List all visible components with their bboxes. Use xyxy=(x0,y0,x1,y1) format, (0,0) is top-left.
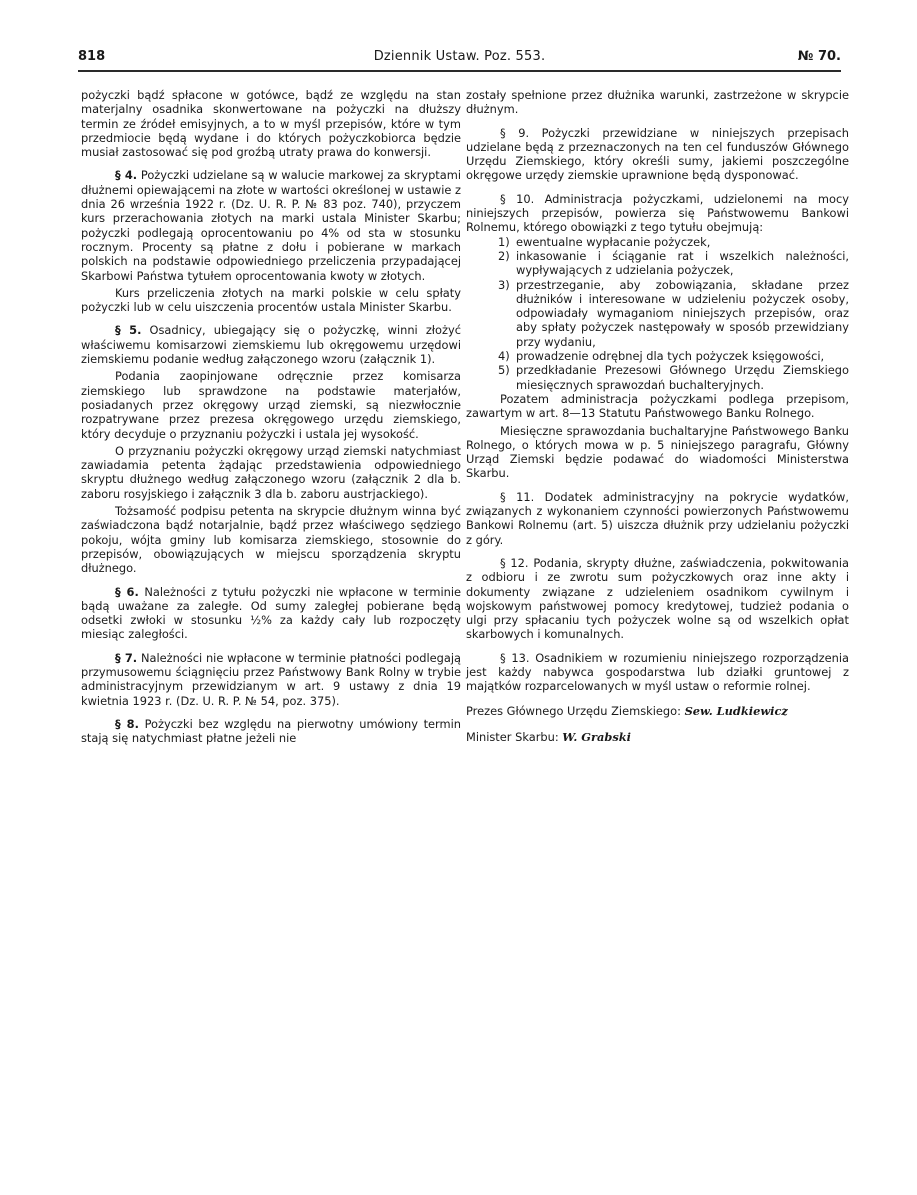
section-mark: § 12. xyxy=(500,555,529,570)
section-mark: § 4. xyxy=(115,168,138,183)
journal-title: Dziennik Ustaw. Poz. 553. xyxy=(373,49,546,64)
section-5-paragraph-2: Podania zaopinjowane odręcznie przez komisarza ziemskiego lub sprawdzone na podstawie materjałów, posiadanych przez okręgowy urząd ziemski, są niezwłocznie rozpatrywane przez prezesa okręgowego urzędu ziemskiego, który decyduje o przyznaniu pożyczki i ustala jej wysokość. xyxy=(81,369,461,441)
section-5-paragraph-4: Tożsamość podpisu petenta na skrypcie dłużnym winna być zaświadczona bądź notarjalnie, bądź przez właściwego sędziego pokoju, wójta gminy lub komisarza ziemskiego, stosownie do przepisów, obowiązujących w miejscu sporządzenia skryptu dłużnego. xyxy=(81,504,461,576)
section-5-paragraph-3: O przyznaniu pożyczki okręgowy urząd ziemski natychmiast zawiadamia petenta żądając przedstawienia odpowiedniego skryptu dłużnego według załączonego wzoru (załącznik 2 dla b. zaboru rosyjskiego i załącznik 3 dla b. zaboru austrjackiego). xyxy=(81,443,461,501)
section-mark: § 6. xyxy=(115,584,139,599)
left-column xyxy=(81,88,461,745)
section-mark: § 5. xyxy=(115,323,142,338)
list-item: 3) przestrzeganie, aby zobowiązania, składane przez dłużników i interesowane w udzieleniu pożyczek osoby, odpowiadały wymaganiom niniejszych przepisów, oraz aby spłaty pożyczek następowały w sposób przewidziany przy wydaniu, xyxy=(498,277,849,349)
continued-paragraph: pożyczki bądź spłacone w gotówce, bądź ze względu na stan materjalny osadnika skonwertowane na pożyczki na dłuższy termin ze źródeł emisyjnych, a to w myśl przepisów, które w tym przedmiocie będą wydane i do których pożyczkobiorca będzie musiał zastosować się pod groźbą utraty prawa do konwersji. xyxy=(81,88,461,160)
section-mark: § 13. xyxy=(500,650,530,665)
section-5: § 5. Osadnicy, ubiegający się o pożyczkę, winni złożyć właściwemu komisarzowi ziemskiemu lub okręgowemu urzędowi ziemskiemu podanie według załączonego wzoru (załącznik 1). xyxy=(81,323,461,367)
signature-minister: Minister Skarbu: W. Grabski xyxy=(466,729,631,744)
section-10-paragraph-2: Pozatem administracja pożyczkami podlega przepisom, zawartym w art. 8—13 Statutu Państwowego Banku Rolnego. xyxy=(466,391,849,421)
list-item: 1) ewentualne wypłacanie pożyczek, xyxy=(498,234,711,249)
continued-paragraph: zostały spełnione przez dłużnika warunki, zastrzeżone w skrypcie dłużnym. xyxy=(466,88,849,117)
section-mark: § 11. xyxy=(500,489,535,504)
section-7: § 7. Należności nie wpłacone w terminie płatności podlegają przymusowemu ściągnięciu przez Państwowy Bank Rolny w trybie administracyjnym przewidzianym w art. 9 ustawy z dnia 19 kwietnia 1923 r. (Dz. U. R. P. № 54, poz. 375). xyxy=(81,650,461,708)
header-rule xyxy=(78,70,841,72)
section-mark: § 10. xyxy=(500,191,535,206)
signature-name: W. Grabski xyxy=(562,729,631,744)
section-mark: § 9. xyxy=(500,125,530,140)
section-11: § 11. Dodatek administracyjny na pokrycie wydatków, związanych z wykonaniem czynności powierzonych Państwowemu Bankowi Rolnemu (art. 5) uiszcza dłużnik przy udzielaniu pożyczki z góry. xyxy=(466,489,849,547)
page-number: 818 xyxy=(78,49,106,64)
section-mark: § 7. xyxy=(115,650,138,665)
section-6: § 6. Należności z tytułu pożyczki nie wpłacone w terminie bądą uważane za zaległe. Od sumy zaległej pobierane będą odsetki zwłoki w stosunku ½% za każdy cały lub rozpoczęty miesiąc zaległości. xyxy=(81,584,462,642)
section-10: § 10. Administracja pożyczkami, udzielonemi na mocy niniejszych przepisów, powierza się Państwowemu Bankowi Rolnemu, którego obowiązki z tego tytułu obejmują: xyxy=(466,191,849,235)
right-column xyxy=(466,88,849,744)
list-item: 4) prowadzenie odrębnej dla tych pożyczek księgowości, xyxy=(498,349,825,364)
section-12: § 12. Podania, skrypty dłużne, zaświadczenia, pokwitowania z odbioru i ze zwrotu sum pożyczkowych oraz inne akty i dokumenty związane z udzieleniem osadnikom cywilnym i wojskowym państwowej pomocy kredytowej, tudzież podania o ulgi przy spłacaniu tych pożyczek wolne są od wszelkich opłat skarbowych i komunalnych. xyxy=(466,555,849,642)
section-10-list xyxy=(466,235,849,392)
page-header xyxy=(78,49,841,67)
signature-president: Prezes Głównego Urzędu Ziemskiego: Sew. Ludkiewicz xyxy=(466,703,788,718)
section-13: § 13. Osadnikiem w rozumieniu niniejszego rozporządzenia jest każdy nabywca gospodarstwa lub działki gruntowej z majątków rozparcelowanych w myśl ustaw o reformie rolnej. xyxy=(466,650,850,694)
section-4-paragraph-2: Kurs przeliczenia złotych na marki polskie w celu spłaty pożyczki lub w celu uiszczenia procentów ustala Minister Skarbu. xyxy=(81,285,461,315)
section-10-paragraph-3: Miesięczne sprawozdania buchaltaryjne Państwowego Banku Rolnego, o których mowa w p. 5 niniejszego paragrafu, Główny Urząd Ziemski będzie podawać do wiadomości Ministerstwa Skarbu. xyxy=(466,423,849,481)
section-mark: § 8. xyxy=(115,716,139,731)
issue-number: № 70. xyxy=(797,49,841,64)
fraction: ½% xyxy=(250,613,272,628)
list-item: 2) inkasowanie i ściąganie rat i wszelkich należności, wypływających z udzielania pożyczek, xyxy=(498,248,849,278)
signature-name: Sew. Ludkiewicz xyxy=(684,703,788,718)
section-8: § 8. Pożyczki bez względu na pierwotny umówiony termin stają się natychmiast płatne jeżeli nie xyxy=(81,716,462,746)
list-item: 5) przedkładanie Prezesowi Głównego Urzędu Ziemskiego miesięcznych sprawozdań buchalteryjnych. xyxy=(498,363,849,392)
section-9: § 9. Pożyczki przewidziane w niniejszych przepisach udzielane będą z przeznaczonych na ten cel funduszów Głównego Urzędu Ziemskiego, który określi sumy, jakiemi poszczególne okręgowe urzędy ziemskie uprawnione będą dysponować. xyxy=(466,125,850,183)
section-4: § 4. Pożyczki udzielane są w walucie markowej za skryptami dłużnemi opiewającemi na złote w wartości określonej w ustawie z dnia 26 września 1922 r. (Dz. U. R. P. № 83 poz. 740), przyczem kurs przerachowania złotych na marki ustala Minister Skarbu; pożyczki podlegają oprocentowaniu po 4% od sta w stosunku rocznym. Procenty są płatne z dołu i pobierane w markach polskich na podstawie odpowiedniego przeliczenia przypadającej Skarbowi Państwa tytułem oprocentowania kwoty w złotych. xyxy=(81,168,462,283)
